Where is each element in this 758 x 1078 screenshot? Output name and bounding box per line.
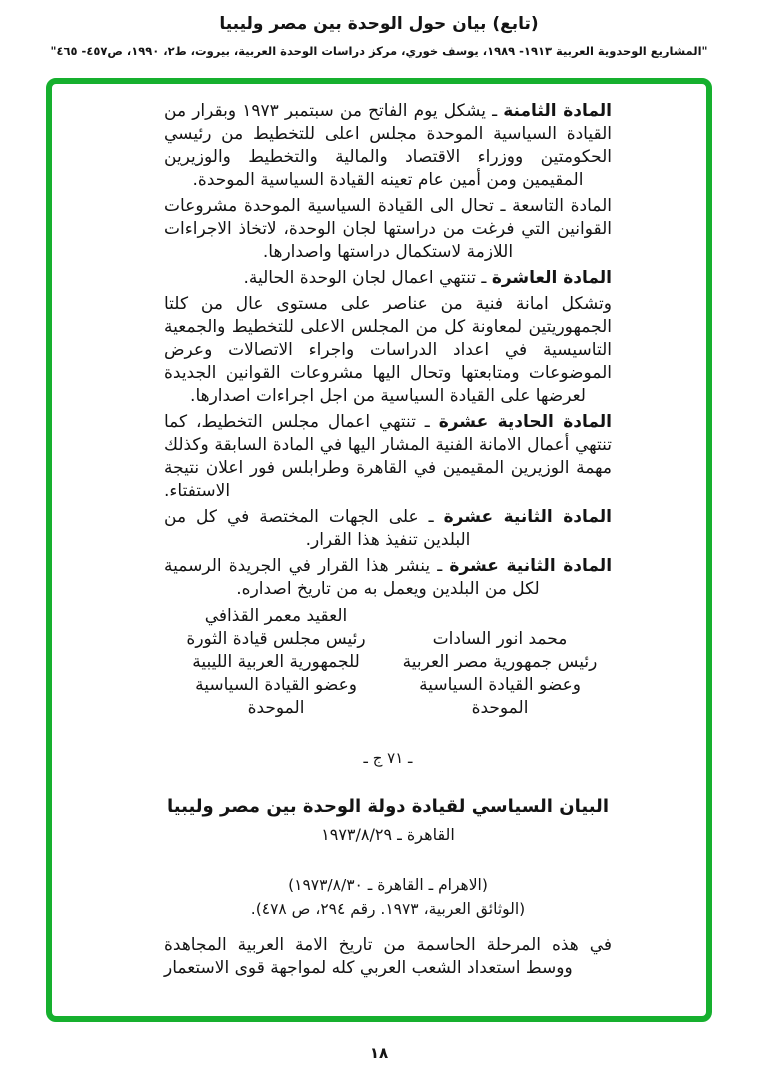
signature-libya-title-4: الموحدة — [247, 698, 305, 718]
statement-subtitle: القاهرة ـ ١٩٧٣/٨/٢٩ — [321, 825, 455, 844]
signature-libya-title-3: وعضو القيادة السياسية — [195, 675, 357, 695]
signature-egypt-title-2: وعضو القيادة السياسية — [419, 675, 581, 695]
section-page-marker: ـ ٧١ ج ـ — [363, 749, 413, 767]
page-header-title: (تابع) بيان حول الوحدة بين مصر وليبيا — [219, 14, 539, 34]
article-10-text: ـ تنتهي اعمال لجان الوحدة الحالية. — [243, 268, 487, 288]
article-8-label: المادة الثامنة — [503, 101, 612, 121]
signature-libya-name: العقيد معمر القذافي — [204, 606, 348, 626]
signature-libya-title-1: رئيس مجلس قيادة الثورة — [186, 629, 366, 649]
statement-citation-1: (الاهرام ـ القاهرة ـ ١٩٧٣/٨/٣٠) — [288, 876, 488, 894]
page-number: ١٨ — [369, 1044, 389, 1062]
article-9-label: المادة التاسعة — [512, 196, 612, 216]
article-paragraph-9 — [164, 195, 612, 264]
decree-text-block — [52, 84, 706, 980]
article-10-label: المادة العاشرة — [491, 268, 612, 288]
article-12a-text: ـ على الجهات المختصة في كل من البلدين تنفيذ هذا القرار. — [164, 507, 471, 550]
signature-column-egypt — [388, 605, 612, 720]
article-8-text: ـ يشكل يوم الفاتح من سبتمبر ١٩٧٣ وبقرار من القيادة السياسية الموحدة مجلس اعلى للتخطيط من رئيسي الحكومتين ووزراء الاقتصاد والمالية والتخطيط والوزيرين المقيمين ومن أمين عام تعينه القيادة السياسية الموحدة. — [164, 101, 612, 190]
signature-egypt-title-3: الموحدة — [471, 698, 529, 718]
article-11-text: ـ تنتهي اعمال مجلس التخطيط، كما تنتهي أعمال الامانة الفنية المشار اليها في المادة السابقة وكذلك مهمة الوزيرين المقيمين في القاهرة وطرابلس فور اعلان نتيجة الاستفتاء. — [164, 412, 612, 501]
statement-citation-2: (الوثائق العربية، ١٩٧٣. رقم ٢٩٤، ص ٤٧٨). — [250, 900, 526, 918]
signature-libya-title-2: للجمهورية العربية الليبية — [192, 652, 360, 672]
signature-spacer — [388, 605, 612, 628]
article-paragraph-10-continuation — [164, 293, 612, 408]
article-12a-label: المادة الثانية عشرة — [443, 507, 612, 527]
article-paragraph-11 — [164, 411, 612, 503]
article-paragraph-12b — [164, 555, 612, 601]
article-12b-text: ـ ينشر هذا القرار في الجريدة الرسمية لكل من البلدين ويعمل به من تاريخ اصداره. — [164, 556, 540, 599]
signature-egypt-name: محمد انور السادات — [432, 629, 568, 649]
article-paragraph-12a — [164, 506, 612, 552]
article-paragraph-10 — [164, 267, 612, 290]
statement-title: البيان السياسي لقيادة دولة الوحدة بين مصر وليبيا — [166, 796, 609, 817]
article-12b-label: المادة الثانية عشرة — [449, 556, 613, 576]
signature-column-libya — [164, 605, 388, 720]
article-paragraph-8 — [164, 100, 612, 192]
signature-block — [164, 605, 612, 720]
document-frame — [46, 78, 712, 1022]
signature-egypt-title-1: رئيس جمهورية مصر العربية — [402, 652, 598, 672]
page-header — [0, 14, 758, 58]
statement-body: في هذه المرحلة الحاسمة من تاريخ الامة العربية المجاهدة ووسط استعداد الشعب العربي كله لمواجهة قوى الاستعمار — [164, 935, 612, 978]
page-header-source: "المشاريع الوحدوية العربية ١٩١٣- ١٩٨٩، يوسف خوري، مركز دراسات الوحدة العربية، بيروت، ط٢، ١٩٩٠، ص٤٥٧- ٤٦٥" — [50, 44, 708, 58]
article-10-continuation-text: وتشكل امانة فنية من عناصر على مستوى عال من كلتا الجمهوريتين لمعاونة كل من المجلس الاعلى للتخطيط والجمعية التاسيسية في اعداد الدراسات واجراء الاتصالات وعرض الموضوعات ومتابعتها وتحال اليها مشروعات القوانين الجديدة لعرضها على القيادة السياسية من اجل اجراءات اصدارها. — [164, 294, 612, 406]
article-11-label: المادة الحادية عشرة — [438, 412, 613, 432]
article-9-text: ـ تحال الى القيادة السياسية الموحدة مشروعات القوانين التي فرغت من دراستها لجان الوحدة، لاتخاذ الاجراءات اللازمة لاستكمال دراستها واصدارها. — [164, 196, 612, 262]
